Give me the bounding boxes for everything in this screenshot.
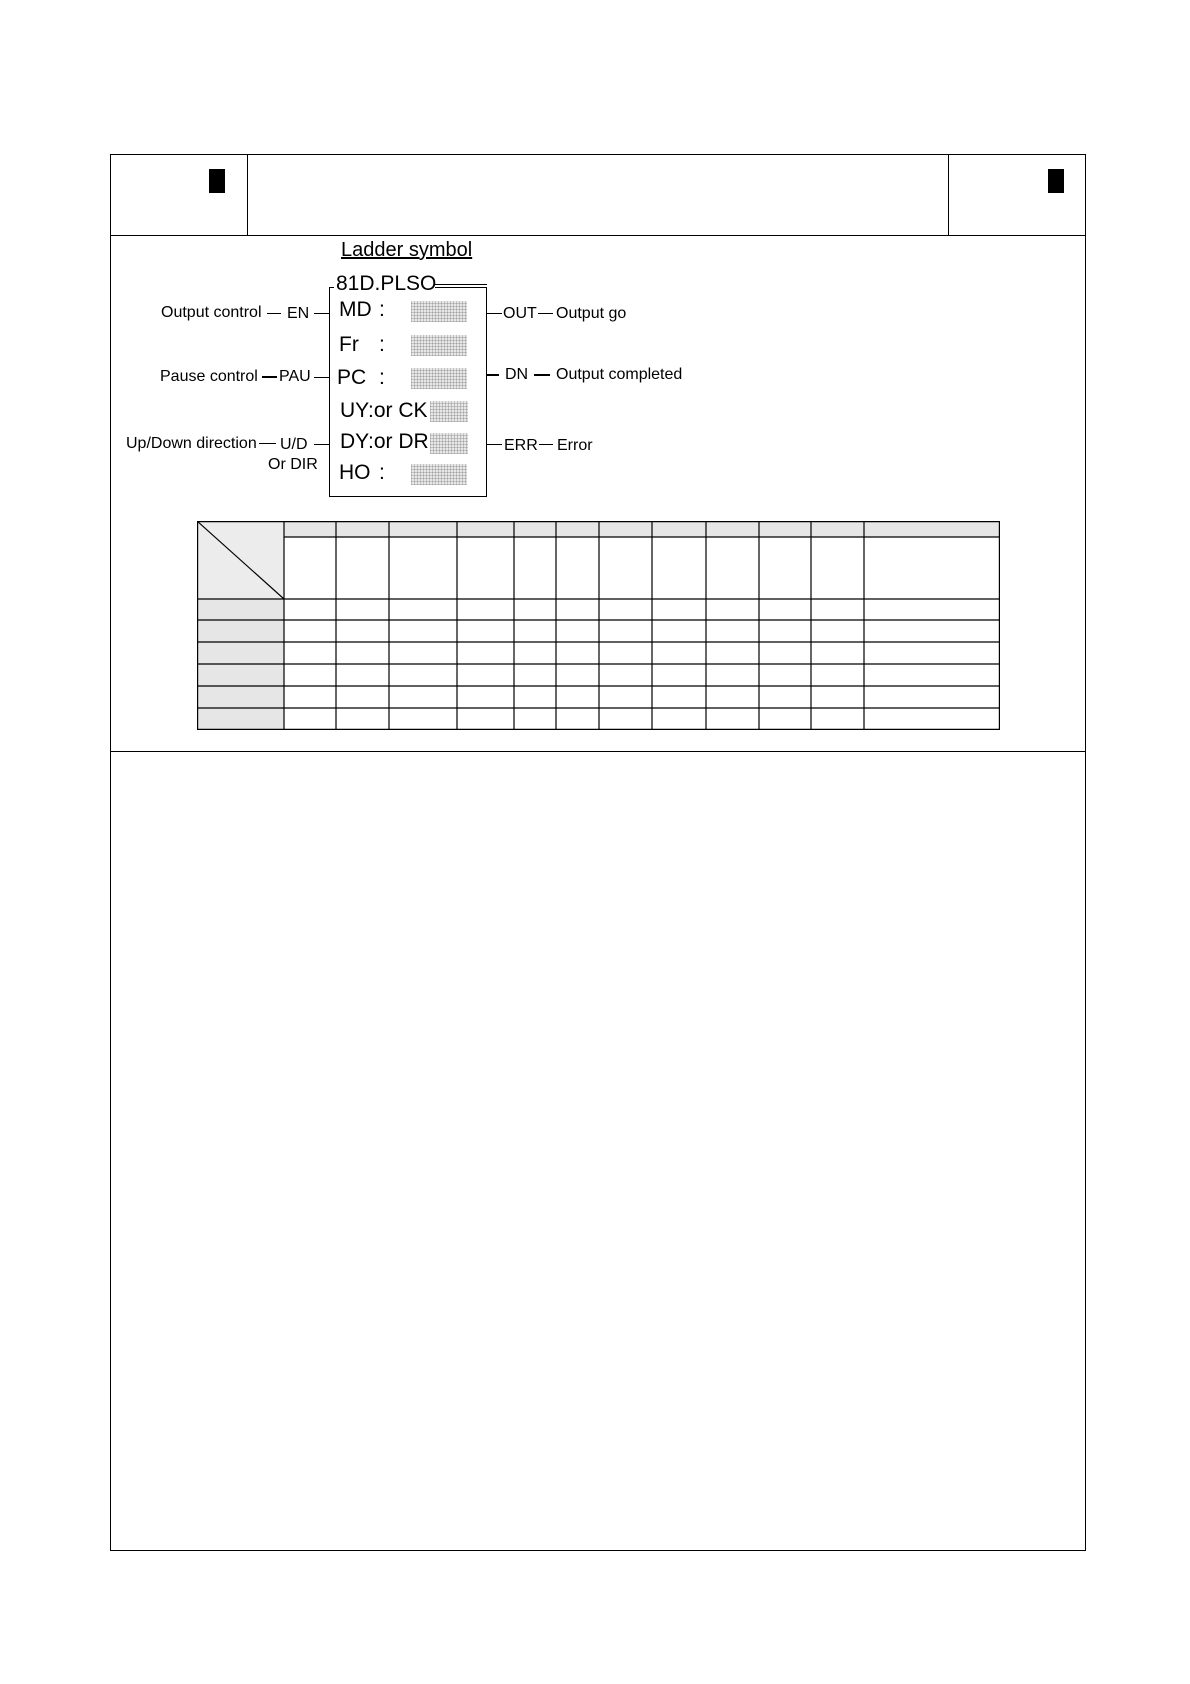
operand-label-fr: Fr [339,333,359,356]
function-name: 81D.PLSO [336,272,437,295]
operand-value-uy-ck [430,401,468,422]
operand-table-grid [197,521,1000,730]
table-header-strip [284,521,1000,537]
output-desc-err: Error [557,437,593,454]
input-signal-en: EN [287,305,310,322]
page-frame [110,154,1086,1551]
input-desc-ud: Up/Down direction [126,435,257,452]
table-row-header-cell [197,664,284,686]
operand-value-dy-dr [430,433,468,454]
operand-label-uy-ck: UY:or CK [340,399,428,422]
input-desc-en: Output control [161,304,262,321]
table-row-header-cell [197,620,284,642]
ladder-title: Ladder symbol [341,239,473,261]
input-signal-dir: Or DIR [268,456,318,473]
header-left-cell [111,155,248,235]
output-signal-err: ERR [504,437,538,454]
operand-label-pc: PC [337,366,367,389]
section-divider [111,751,1085,752]
output-desc-dn: Output completed [556,366,683,383]
table-row-header-cell [197,708,284,730]
table-row-header-cell [197,599,284,620]
operand-table [197,521,1000,730]
operand-value-ho [411,464,467,485]
table-row-header-cell [197,686,284,708]
input-signal-pau: PAU [279,368,311,385]
header-row [111,155,1085,236]
operand-value-fr [411,335,467,356]
input-desc-pau: Pause control [160,368,258,385]
left-marker-block [209,169,225,193]
operand-value-pc [411,368,467,389]
header-right-cell [948,155,1085,235]
output-signal-out: OUT [503,305,537,322]
operand-label-dy-dr: DY:or DR [340,430,429,453]
output-desc-out: Output go [556,305,627,322]
operand-label-md: MD [339,298,372,321]
input-signal-ud: U/D [280,436,308,453]
operand-value-md [411,301,467,322]
table-row-header-cell [197,642,284,664]
operand-label-ho: HO [339,461,371,484]
right-marker-block [1048,169,1064,193]
output-signal-dn: DN [505,366,529,383]
